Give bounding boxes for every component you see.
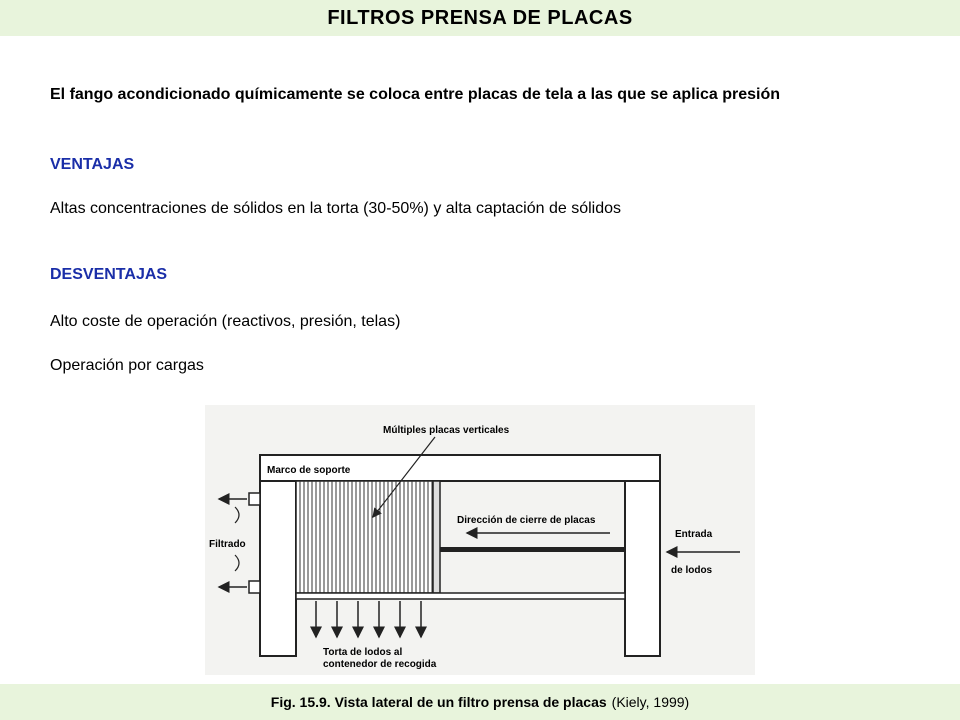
label-cake-2: contenedor de recogida [323,659,437,670]
label-closing: Dirección de cierre de placas [457,515,596,526]
piston-rod [440,547,625,552]
filter-press-diagram [205,405,755,675]
label-plates: Múltiples placas verticales [383,425,510,436]
label-filtrate: Filtrado [209,539,246,550]
end-plate [433,481,440,593]
label-cake-1: Torta de lodos al [323,647,403,658]
desventajas-item-2: Operación por cargas [50,357,204,374]
desventajas-heading: DESVENTAJAS [50,266,168,283]
right-post [625,481,660,656]
figure-caption [0,684,960,720]
filtrate-pipe-bottom [249,581,260,593]
ventajas-text: Altas concentraciones de sólidos en la torta (30-50%) y alta captación de sólidos [50,200,621,217]
bottom-rail [296,593,625,599]
left-post [260,481,296,656]
ventajas-heading: VENTAJAS [50,156,135,173]
desventajas-item-1: Alto coste de operación (reactivos, presión, telas) [50,313,401,330]
plates-pack [296,481,440,593]
filtrate-pipe-top [249,493,260,505]
caption-main: Fig. 15.9. Vista lateral de un filtro prensa de placas [270,694,607,710]
label-inlet-1: Entrada [675,529,713,540]
page-title: FILTROS PRENSA DE PLACAS [0,0,960,36]
intro-text: El fango acondicionado químicamente se coloca entre placas de tela a las que se aplica presión [50,86,781,103]
filter-press-svg [205,405,755,675]
label-frame: Marco de soporte [267,465,351,476]
label-inlet-2: de lodos [671,565,713,576]
caption-source: (Kiely, 1999) [611,694,690,710]
